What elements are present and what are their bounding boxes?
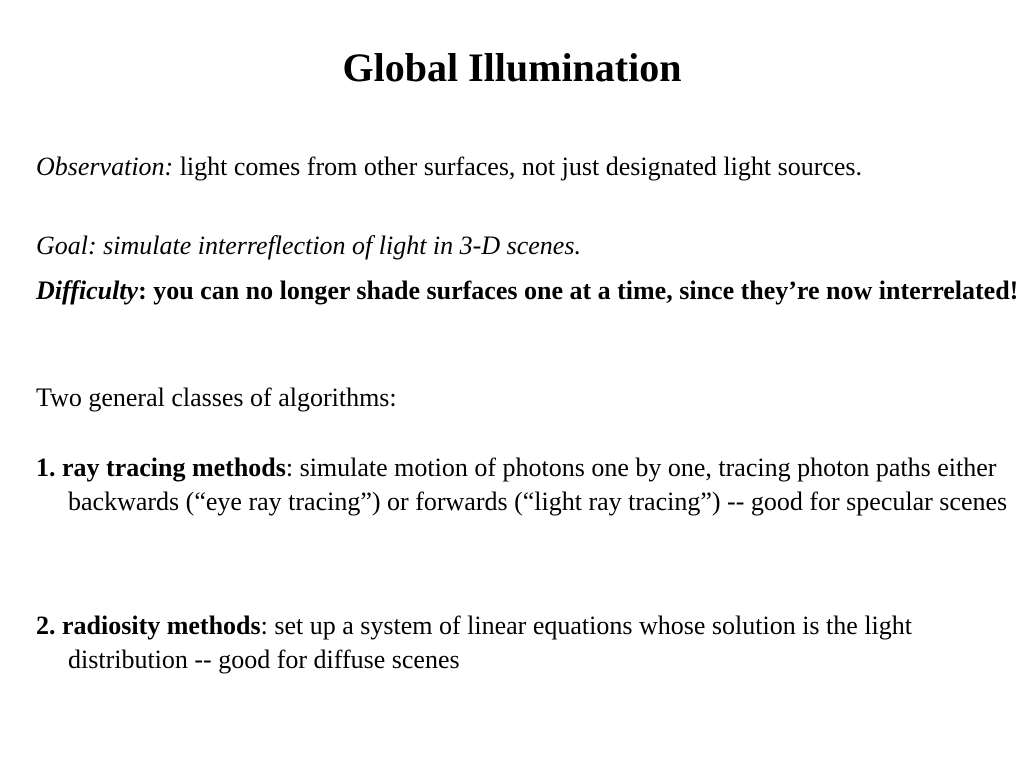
difficulty-paragraph <box>36 274 1024 308</box>
observation-label: Observation: <box>36 152 174 181</box>
ray-tracing-label: 1. ray tracing methods <box>36 453 286 482</box>
radiosity-text: : set up a system of linear equations whose solution is the light distribution -- good for diffuse scenes <box>68 611 912 674</box>
radiosity-label: 2. radiosity methods <box>36 611 261 640</box>
slide-title: Global Illumination <box>342 45 682 90</box>
intro-paragraph <box>36 381 1024 415</box>
intro-text: Two general classes of algorithms: <box>36 383 397 412</box>
goal-paragraph <box>36 229 1024 263</box>
radiosity-paragraph <box>36 609 1024 677</box>
difficulty-text: : you can no longer shade surfaces one at a time, since they’re now interrelated! <box>138 276 1019 305</box>
observation-paragraph <box>36 150 1024 184</box>
ray-tracing-text: : simulate motion of photons one by one, tracing photon paths either backwards (“eye ray tracing”) or forwards (“light ray tracing”) -- good for specular scenes <box>68 453 1008 516</box>
observation-text: light comes from other surfaces, not just designated light sources. <box>173 152 863 181</box>
difficulty-label: Difficulty <box>36 276 139 305</box>
goal-text: Goal: simulate interreflection of light in 3-D scenes. <box>36 231 581 260</box>
ray-tracing-paragraph <box>36 451 1024 519</box>
